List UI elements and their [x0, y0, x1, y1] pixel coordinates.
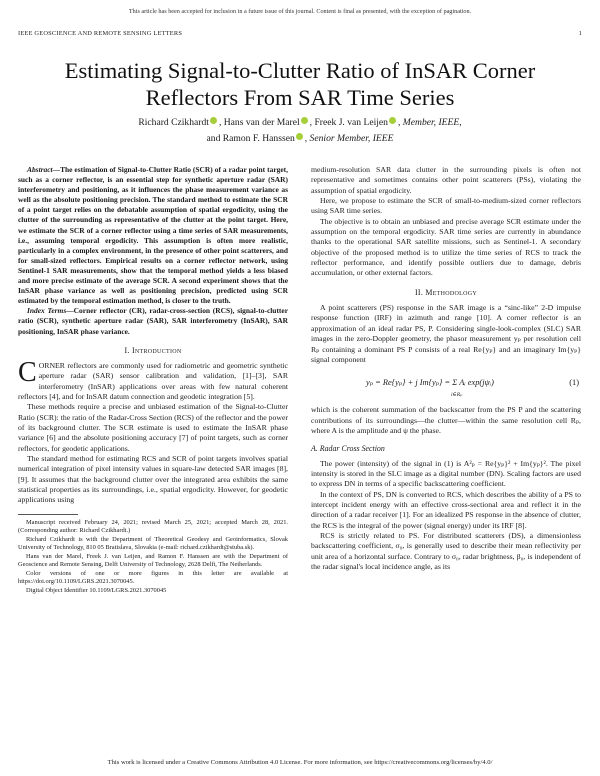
- license-notice[interactable]: This work is licensed under a Creative Commons Attribution 4.0 License. For more information, see https://creativecommons.org/licenses/by/4.0/: [107, 759, 493, 766]
- subsection-heading-rcs: A. Radar Cross Section: [311, 444, 385, 454]
- orcid-icon[interactable]: [210, 117, 217, 124]
- author-line-2: [60, 131, 540, 147]
- journal-name: IEEE GEOSCIENCE AND REMOTE SENSING LETTERS: [18, 30, 183, 37]
- method-paragraph-2: which is the coherent summation of the backscatter from the PS P and the scattering contributions of its surroundings—the clutter—within the same resolution cell Rₚ, where A is the amplitude and ψ the phase.: [311, 405, 581, 435]
- abstract-lead: Abstract: [27, 165, 53, 174]
- footnote-affiliation-1: Richard Czikhardt is with the Department of Theoretical Geodesy and Geoinformatics, Slovak University of Technology, 810 05 Bratislava, Slovakia (e-mail: richard.czikhardt@stuba.sk).: [18, 535, 288, 552]
- top-notice: This article has been accepted for inclusion in a future issue of this journal. Content is final as presented, with the exception of pagination.: [128, 8, 472, 15]
- method-paragraph-1: A point scatterers (PS) response in the SAR image is a “sinc-like” 2-D impulse response function (IRF) in azimuth and range [10]. A corner reflector is an approximation of an ideal radar PS, P. Considering single-look-complex (SLC) SAR images in the zero-Doppler geometry, the phasor measurement yₚ per resolution cell Rₚ containing a dominant PS P consists of a real Re{yₚ} and an imaginary Im{yₚ} signal component: [311, 303, 581, 364]
- index-terms-lead: Index Terms: [27, 306, 67, 316]
- footnote-color-versions[interactable]: Color versions of one or more figures in this letter are available at https://doi.org/10.1109/LGRS.2021.3070045.: [18, 569, 288, 586]
- running-head: [18, 30, 582, 37]
- orcid-icon[interactable]: [301, 117, 308, 124]
- section-heading-introduction: I. Introduction: [124, 345, 182, 355]
- right-column: [311, 165, 581, 572]
- footnote-doi: Digital Object Identifier 10.1109/LGRS.2021.3070045: [26, 586, 167, 594]
- author-name: , Hans van der Marel: [218, 117, 300, 128]
- drop-cap: C: [18, 356, 37, 388]
- intro-paragraph-3: The standard method for estimating RCS and SCR of point targets involves spatial numerical integration of pixel intensity values in square-law detected SAR images [8], [9]. It assumes that the background clutter over the integrated area exhibits the same statistical properties as its surroundings, i.e., spatial ergodicity. However, for geodetic applications using: [18, 454, 288, 505]
- author-name: , Freek J. van Leijen: [309, 117, 388, 128]
- intro-continued-paragraph: medium-resolution SAR data clutter in the surrounding pixels is often not representative and sometimes contains other point scatterers (PSs), violating the assumption of spatial ergodicity.: [311, 165, 581, 195]
- footnote-affiliation-2: Hans van der Marel, Freek J. van Leijen, and Ramon F. Hanssen are with the Department of Geoscience and Remote Sensing, Delft University of Technology, 2628 Delft, The Netherlands.: [18, 552, 288, 569]
- equation-1: [311, 371, 581, 399]
- orcid-icon[interactable]: [389, 117, 396, 124]
- left-column: [18, 165, 288, 595]
- intro-paragraph-1: [18, 356, 288, 402]
- intro-paragraph-4: Here, we propose to estimate the SCR of small-to-medium-sized corner reflectors using SAR time series.: [311, 196, 581, 216]
- footnote-received: Manuscript received February 24, 2021; revised March 25, 2021; accepted March 28, 2021. (Corresponding author: Richard Czikhardt.): [18, 518, 288, 535]
- abstract: [18, 165, 288, 306]
- intro-paragraph-1-text: ORNER reflectors are commonly used for radiometric and geometric synthetic aperture radar (SAR) sensor calibration and validation, [1]–[3], SAR interferometry (InSAR) applications over areas with few natural coherent reflectors [4], and for InSAR datum connection and geodetic integration [5].: [18, 360, 288, 401]
- abstract-text: —The estimation of Signal-to-Clutter Ratio (SCR) of a radar point target, such as a corner reflector, is an essential step for synthetic aperture radar (SAR) interferometry and positioning, as it influences the phase measurement variance as well as the absolute positioning precision. The standard method to estimate the SCR of a point target relies on the debatable assumption of spatial ergodicity, using the clutter of the surrounding as representative of the clutter at the point target. Here, we estimate the SCR of a corner reflector using a time series of SAR measurements, i.e., assuming temporal ergodicity. This assumption is often more realistic, particularly in a complex environment, in the presence of other point scatterers, and for small-sized reflectors. Empirical results on a corner reflector network, using Sentinel-1 SAR measurements, show that the temporal method yields a less biased and more precise estimate of the average SCR. A second experiment shows that the InSAR phase variance as well as positioning precision, predicted using SCR estimated by the temporal estimation method, is closer to the truth.: [18, 165, 288, 306]
- equation-body: yₚ = Re{yₚ} + j Im{yₚ} = Σ Aᵢ exp(jψᵢ): [366, 378, 494, 388]
- author-role: , Senior Member, IEEE: [304, 133, 394, 144]
- equation-number: (1): [569, 378, 579, 388]
- author-role: , Member, IEEE,: [397, 117, 462, 128]
- footnote-divider: [18, 514, 78, 515]
- paper-title: Estimating Signal-to-Clutter Ratio of InSAR Corner Reflectors From SAR Time Series: [64, 58, 536, 110]
- author-list: [60, 115, 540, 147]
- intro-paragraph-5: The objective is to obtain an unbiased and precise average SCR estimate under the assumption on the temporal ergodicity. SAR time series are currently in abundance thanks to the operational SAR satellite missions, such as Sentinel-1. A secondary objective of the proposed method is to utilize the time series of RCS to track the reflector performance, and identify possible outliers due to damage, debris accumulation, or other external factors.: [311, 216, 581, 278]
- footnotes: [18, 519, 288, 596]
- index-terms-text: —Corner reflector (CR), radar-cross-section (RCS), signal-to-clutter ratio (SCR), synthetic aperture radar (SAR), SAR interferometry (InSAR), SAR positioning, InSAR phase variance.: [18, 306, 289, 336]
- rcs-paragraph-1: The power (intensity) of the signal in (1) is A²ₚ = Re{yₚ}² + Im{yₚ}². The pixel intensity is stored in the SLC image as a digital number (DN). Scaling factors are used to express DN in terms of a specific backscattering coefficient.: [311, 458, 581, 489]
- author-name: Richard Czikhardt: [138, 117, 209, 128]
- index-terms: [18, 306, 288, 336]
- equation-sum-index: i∈Rₚ: [451, 392, 463, 399]
- author-line-1: [60, 115, 540, 131]
- author-name: and Ramon F. Hanssen: [206, 133, 295, 144]
- orcid-icon[interactable]: [296, 133, 303, 140]
- rcs-paragraph-2: In the context of PS, DN is converted to RCS, which describes the ability of a PS to intercept incident energy with an effective cross-sectional area and reflect it in the direction of a radar receiver [1]. For an idealized PS response in the absence of clutter, the RCS is the integral of the power (signal energy) under its IRF [8].: [311, 489, 581, 530]
- section-heading-methodology: II. Methodology: [414, 287, 478, 297]
- rcs-paragraph-3: RCS is strictly related to PS. For distributed scatterers (DS), a dimensionless backscattering coefficient, σ₀, is generally used to describe their mean reflectivity per unit area of a horizontal surface. Contrary to σ₀, radar brightness, β₀, is independent of the radar signal's local incidence angle, as its: [311, 530, 581, 571]
- intro-paragraph-2: These methods require a precise and unbiased estimation of the Signal-to-Clutter Ratio (SCR): the ratio of the Radar-Cross Section (RCS) of the reflector and the power of its background clutter. The SCR estimate is used to estimate the InSAR phase variance [6] and the absolute positioning accuracy [7] of point targets, such as corner reflectors, for geodetic applications.: [18, 402, 288, 453]
- page-number: 1: [578, 30, 582, 37]
